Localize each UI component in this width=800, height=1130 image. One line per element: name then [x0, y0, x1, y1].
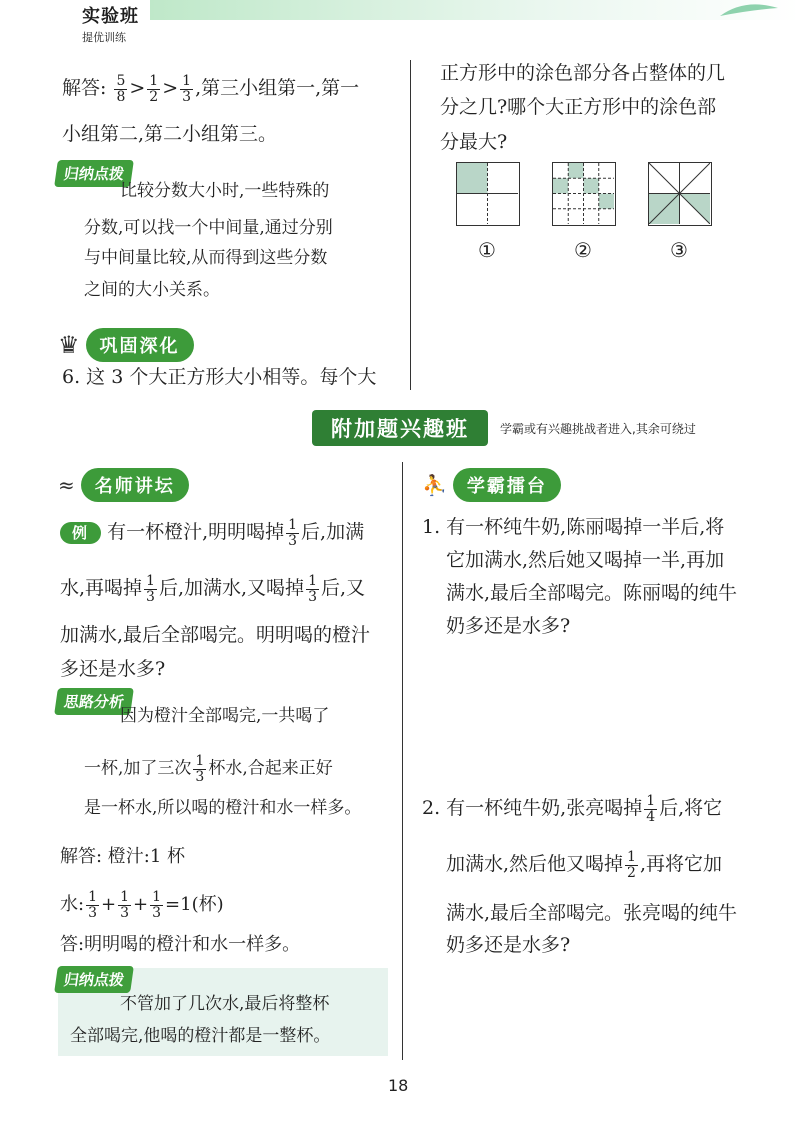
swimmer-icon: ≈ — [58, 473, 75, 497]
answer-line-1: 解答: $\frac{5}{8}$ > $\frac{1}{2}$ > $\frac{1}{3}$ ,第三小组第一,第一 — [62, 73, 360, 105]
consolidate-section: ♛ 巩固深化 — [58, 328, 194, 362]
header-decoration-bar — [150, 0, 800, 20]
solution-line-2: 水: $\frac{1}{3}$ + $\frac{1}{3}$ + $\frac{1}{3}$ =1(杯) — [60, 889, 224, 921]
question-6-line: 分最大? — [440, 131, 508, 153]
question-1-line: 奶多还是水多? — [446, 615, 571, 637]
teacher-section: ≈ 名师讲坛 — [58, 468, 189, 502]
header-badge — [82, 2, 139, 45]
summary-line: 比较分数大小时,一些特殊的 — [120, 181, 330, 201]
fraction: $\frac{1}{3}$ — [288, 517, 298, 549]
question-2-line-1: 2. 有一杯纯牛奶,张亮喝掉 $\frac{1}{4}$ 后,将它 — [422, 793, 723, 825]
answer-prefix: 解答: — [62, 77, 107, 100]
example-line-2: 水,再喝掉 $\frac{1}{3}$ 后,加满水,又喝掉 $\frac{1}{3}$ 后,又 — [60, 573, 366, 605]
page-number: 18 — [388, 1076, 409, 1095]
question-6-line: 分之几?哪个大正方形中的涂色部 — [440, 96, 717, 118]
example-line-1: 例 有一杯橙汁,明明喝掉 $\frac{1}{3}$ 后,加满 — [60, 518, 364, 548]
column-divider-top — [410, 60, 411, 390]
summary-tag-2: 归纳点拨 — [56, 966, 132, 993]
summary-line: 分数,可以找一个中间量,通过分别 — [84, 218, 333, 238]
fraction: $\frac{1}{3}$ — [120, 889, 130, 921]
solution-line-3: 答:明明喝的橙汁和水一样多。 — [60, 934, 301, 955]
question-2-line-3: 满水,最后全部喝完。张亮喝的纯牛 — [446, 902, 738, 924]
figure-label-2: ② — [574, 238, 592, 262]
fraction: $\frac{1}{2}$ — [627, 849, 636, 881]
question-2-line-2: 加满水,然后他又喝掉 $\frac{1}{2}$ ,再将它加 — [446, 849, 723, 881]
question-6-line-1: 6. 这 3 个大正方形大小相等。每个大 — [62, 366, 377, 388]
square-figure-1 — [456, 162, 520, 226]
fraction: $\frac{1}{3}$ — [146, 573, 155, 605]
header-title: 实验班 — [82, 6, 139, 27]
example-line-4: 多还是水多? — [60, 658, 166, 680]
lantern-icon: ♛ — [58, 331, 80, 359]
summary-line: 与中间量比较,从而得到这些分数 — [84, 248, 328, 268]
challenge-section: ⛹ 学霸擂台 — [422, 468, 561, 502]
banner-title: 附加题兴趣班 — [331, 417, 469, 441]
question-2-line-4: 奶多还是水多? — [446, 934, 571, 956]
summary-tag: 归纳点拨 — [56, 160, 132, 187]
fraction: $\frac{1}{3}$ — [152, 889, 162, 921]
answer-line-2: 小组第二,第二小组第三。 — [62, 123, 278, 145]
summary-box-line-2: 全部喝完,他喝的橙汁都是一整杯。 — [70, 1026, 331, 1046]
analysis-line-1: 因为橙汁全部喝完,一共喝了 — [120, 706, 330, 726]
bonus-banner — [312, 410, 488, 446]
question-1-line: 满水,最后全部喝完。陈丽喝的纯牛 — [446, 582, 738, 604]
fraction: $\frac{5}{8}$ — [116, 73, 126, 105]
header-subtitle: 提优训练 — [82, 31, 126, 44]
example-tag: 例 — [60, 522, 101, 544]
square-figure-3 — [648, 162, 712, 226]
fraction: $\frac{1}{3}$ — [88, 889, 97, 921]
column-divider-bottom — [402, 462, 403, 1060]
fraction: $\frac{1}{3}$ — [195, 753, 205, 785]
question-6-line: 正方形中的涂色部分各占整体的几 — [440, 62, 726, 84]
fraction: $\frac{1}{4}$ — [646, 793, 656, 825]
summary-box-line-1: 不管加了几次水,最后将整杯 — [120, 994, 330, 1014]
square-figure-2 — [552, 162, 616, 226]
analysis-tag: 思路分析 — [56, 688, 132, 715]
fraction: $\frac{1}{3}$ — [308, 573, 317, 605]
solution-line-1: 解答: 橙汁:1 杯 — [60, 846, 186, 867]
fraction: $\frac{1}{2}$ — [149, 73, 159, 105]
summary-line: 之间的大小关系。 — [84, 280, 220, 300]
question-1-line: 1. 有一杯纯牛奶,陈丽喝掉一半后,将 — [422, 516, 725, 538]
analysis-line-2: 一杯,加了三次 $\frac{1}{3}$ 杯水,合起来正好 — [84, 753, 333, 785]
analysis-line-3: 是一杯水,所以喝的橙汁和水一样多。 — [84, 798, 362, 818]
fraction: $\frac{1}{3}$ — [182, 73, 192, 105]
question-1-line: 它加满水,然后她又喝掉一半,再加 — [446, 549, 725, 571]
figure-label-1: ① — [478, 238, 496, 262]
figure-label-3: ③ — [670, 238, 688, 262]
runner-icon: ⛹ — [422, 473, 447, 497]
example-line-3: 加满水,最后全部喝完。明明喝的橙汁 — [60, 624, 371, 646]
header-leaf-icon — [720, 2, 780, 18]
banner-note: 学霸或有兴趣挑战者进入,其余可绕过 — [500, 422, 696, 436]
